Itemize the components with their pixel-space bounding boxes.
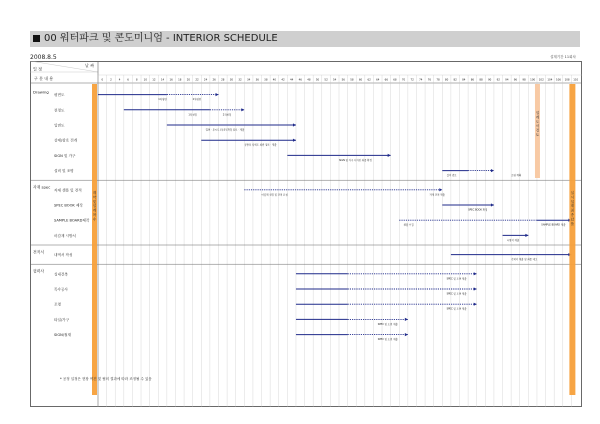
milestone-text-char: 계 <box>92 208 97 213</box>
week-tick-label: 90 <box>487 78 492 82</box>
week-tick-label: 76 <box>427 78 432 82</box>
milestone-text-char: 계 <box>535 115 540 120</box>
week-tick-label: 8 <box>135 78 138 82</box>
week-tick-label: 6 <box>127 78 129 82</box>
week-tick-label: 20 <box>186 78 191 82</box>
milestone-text-char: 종 <box>570 213 575 217</box>
task-label: 타일/가구 <box>54 317 70 322</box>
week-tick-label: 2 <box>110 78 112 82</box>
task-note: 샘플 수집 <box>403 223 414 227</box>
milestone-text-char: 서 <box>535 124 540 129</box>
task-arrow-head <box>293 139 296 142</box>
week-tick-label: 70 <box>401 78 406 82</box>
task-arrow-head <box>474 272 477 275</box>
week-tick-label: 48 <box>307 78 311 82</box>
schedule-chart <box>30 61 582 407</box>
week-tick-label: 102 <box>538 78 544 82</box>
week-tick-label: 62 <box>367 78 371 82</box>
task-label: 목수공사 <box>54 287 68 292</box>
milestone-text-char: 약 <box>92 195 97 200</box>
milestone-text-char: 설 <box>570 199 575 204</box>
task-note: SPEC 및 도면 제출 <box>446 277 467 281</box>
week-tick-label: 74 <box>419 78 423 82</box>
week-tick-label: 26 <box>212 78 216 82</box>
task-note: 견적서 제출 및 최종 네고 <box>511 258 538 262</box>
week-tick-label: 44 <box>290 78 294 82</box>
week-tick-label: 64 <box>376 78 380 82</box>
task-note: SPEC 및 도면 제출 <box>377 322 398 326</box>
milestone-text-char: 설 <box>92 204 97 209</box>
header-stage-label: 일 정 <box>33 66 42 72</box>
task-arrow-head <box>525 234 528 237</box>
milestone-text-char: 설 <box>535 111 540 115</box>
task-note: 입면 · 투시도 (부분) 확정 검토 · 제출 <box>205 128 245 132</box>
milestone-column <box>92 84 97 395</box>
week-tick-label: 88 <box>479 78 483 82</box>
task-arrow-head <box>491 203 494 206</box>
group-label: 견적서 <box>33 249 45 255</box>
week-tick-label: 32 <box>238 78 242 82</box>
task-note: 설비 검토 <box>446 174 457 178</box>
week-tick-label: 92 <box>496 78 500 82</box>
week-tick-label: 82 <box>453 78 457 82</box>
task-label: SIGN/철재 <box>54 333 71 338</box>
task-note: SPEC 및 도면 제출 <box>446 307 467 311</box>
week-tick-label: 14 <box>160 78 165 82</box>
task-label: SAMPLE BOARD제작 <box>54 218 90 223</box>
header-week-label: 날 짜 <box>85 63 94 68</box>
week-tick-label: 38 <box>264 78 268 82</box>
task-note: SIGN 및 가구 디자인 최종 확정 <box>339 158 372 162</box>
week-tick-label: 42 <box>281 78 285 82</box>
title-bar <box>30 31 580 47</box>
group-label: 자재 spec <box>33 184 51 190</box>
milestone-text-char: 납 <box>570 217 575 222</box>
week-tick-label: 106 <box>556 78 561 82</box>
task-arrow-head <box>474 287 477 290</box>
week-tick-label: 22 <box>195 78 199 82</box>
task-arrow-head <box>474 303 477 306</box>
task-label: 평면도 <box>54 93 65 98</box>
task-label: 마감재 시방서 <box>54 233 76 238</box>
week-tick-label: 0 <box>101 78 104 82</box>
task-label: 내역서 작성 <box>54 253 73 258</box>
task-arrow-head <box>241 108 244 111</box>
header-category-label: 구 분 내 용 <box>34 76 54 81</box>
task-label: 자재 샘플 및 견적 <box>54 188 82 193</box>
task-note: SPEC BOOK 확정 <box>468 208 488 212</box>
task-label: 입면도 <box>54 123 65 128</box>
week-tick-label: 56 <box>341 78 345 82</box>
week-tick-label: 86 <box>470 78 475 82</box>
task-label: 조명 <box>54 302 61 307</box>
group-label: Drawing <box>33 89 49 95</box>
page-title: 00 워터파크 및 콘도미니엄 - INTERIOR SCHEDULE <box>44 33 278 44</box>
week-tick-label: 98 <box>522 78 526 82</box>
week-tick-label: 108 <box>564 78 570 82</box>
milestone-text-char: 착 <box>92 213 97 217</box>
week-tick-label: 34 <box>246 78 251 82</box>
week-tick-label: 84 <box>462 78 466 82</box>
week-tick-label: 52 <box>324 78 328 82</box>
milestone-text-char: 품 <box>570 221 575 226</box>
task-note: 자재 견적 제출 <box>429 193 445 197</box>
milestone-text-char: 토 <box>535 133 540 137</box>
milestone-text-char: 도 <box>535 119 540 124</box>
week-tick-label: 28 <box>221 78 225 82</box>
title-square-icon <box>33 35 40 42</box>
week-tick-label: 72 <box>410 78 414 82</box>
week-tick-label: 46 <box>298 78 302 82</box>
task-label: 천정도 <box>54 108 65 113</box>
task-label: 상세/창호 전개 <box>54 138 78 143</box>
week-tick-label: 60 <box>358 78 363 82</box>
milestone-column <box>569 84 575 395</box>
task-note: 시방서 제출 <box>506 238 520 242</box>
task-label: SPEC BOOK 제작 <box>54 203 83 208</box>
task-note: 조명 계획 <box>511 174 522 178</box>
task-note: SAMPLE BOARD 제출 <box>541 223 566 227</box>
week-tick-label: 18 <box>178 78 182 82</box>
week-tick-label: 4 <box>118 78 121 82</box>
week-tick-label: 16 <box>169 78 173 82</box>
task-label: 실내건축 <box>54 272 68 277</box>
milestone-text-char: 계 <box>92 191 97 195</box>
task-note: 2차평면 <box>192 98 202 102</box>
task-arrow-head <box>405 333 408 336</box>
week-tick-label: 96 <box>513 78 518 82</box>
milestone-text-char: 최 <box>570 208 575 213</box>
week-tick-label: 78 <box>436 78 440 82</box>
task-arrow-head <box>216 93 219 96</box>
task-note: 공용부 상세도 최종 검토 · 제출 <box>244 143 277 147</box>
week-tick-label: 54 <box>333 78 337 82</box>
week-tick-label: 100 <box>530 78 536 82</box>
milestone-text-char: 수 <box>92 217 97 222</box>
week-tick-label: 66 <box>384 78 388 82</box>
week-tick-label: 30 <box>229 78 234 82</box>
week-tick-label: 12 <box>152 78 156 82</box>
task-arrow-head <box>439 188 442 191</box>
task-arrow-head <box>388 154 391 157</box>
milestone-text-char: 실 <box>570 191 575 195</box>
task-note: 2차천정 <box>222 113 232 117</box>
footnote: * 공정 일정은 현장 여건 및 협의 결과에 따라 조정될 수 있음 <box>60 377 152 381</box>
milestone-text-char: 계 <box>570 204 575 209</box>
task-note: 마감재 선정 및 견적 요청 <box>261 193 288 197</box>
task-note: SPEC 및 도면 제출 <box>446 292 467 296</box>
week-tick-label: 110 <box>573 78 579 82</box>
week-tick-label: 10 <box>143 78 147 82</box>
task-label: SIGN 및 가구 <box>54 153 76 158</box>
task-note: 1차평면 <box>158 98 167 102</box>
week-tick-label: 40 <box>272 78 277 82</box>
milestone-text-char: 및 <box>92 199 97 204</box>
page-number: 설계기간 11회차 <box>550 55 576 59</box>
milestone-text-char: 검 <box>535 128 540 133</box>
week-tick-label: 68 <box>393 78 397 82</box>
schedule-frame <box>31 62 582 407</box>
task-label: 설비 및 조명 <box>54 169 74 174</box>
week-tick-label: 50 <box>315 78 320 82</box>
week-tick-label: 94 <box>505 78 509 82</box>
task-note: 1차천정 <box>188 113 197 117</box>
week-tick-label: 80 <box>444 78 449 82</box>
week-tick-label: 58 <box>350 78 354 82</box>
group-label: 협력사 <box>33 268 45 274</box>
week-tick-label: 104 <box>547 78 553 82</box>
task-arrow-head <box>405 318 408 321</box>
task-arrow-head <box>293 123 296 126</box>
milestone-text-char: 시 <box>570 195 575 200</box>
task-arrow-head <box>491 169 494 172</box>
date: 2008.8.5 <box>30 54 57 61</box>
task-note: SPEC 및 도면 제출 <box>377 338 398 342</box>
week-tick-label: 36 <box>255 78 259 82</box>
week-tick-label: 24 <box>203 78 208 82</box>
